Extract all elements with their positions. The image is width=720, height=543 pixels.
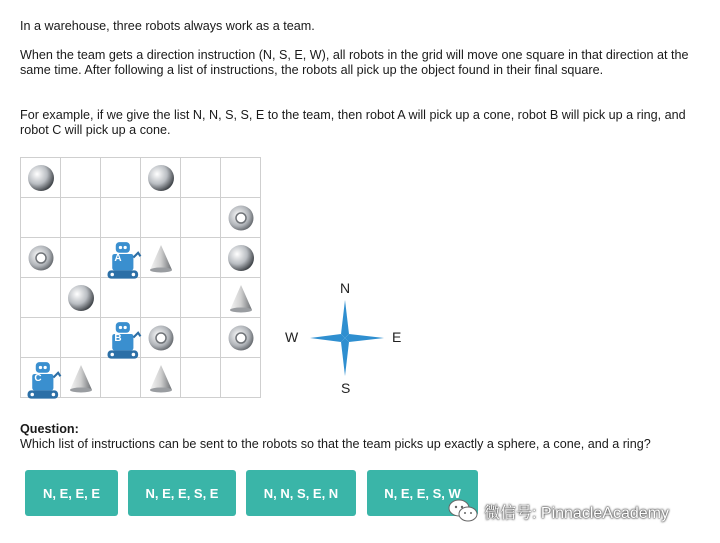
grid-cell — [181, 158, 221, 198]
grid-cell — [141, 198, 181, 238]
compass-south-label: S — [341, 380, 351, 396]
ring-icon — [221, 198, 261, 238]
robot-label: A — [114, 253, 122, 264]
grid-cell — [181, 318, 221, 358]
sphere-icon — [61, 278, 101, 318]
grid-cell — [221, 278, 261, 318]
intro-line-1: In a warehouse, three robots always work as a team. — [20, 19, 315, 33]
sphere-icon — [21, 158, 61, 198]
answer-option-2[interactable]: N, E, E, S, E — [128, 470, 236, 516]
compass-north-label: N — [340, 280, 351, 296]
grid-cell — [141, 158, 181, 198]
grid-cell — [101, 158, 141, 198]
grid-cell — [221, 318, 261, 358]
grid-cell — [101, 278, 141, 318]
grid-cell — [21, 278, 61, 318]
cone-icon — [221, 278, 261, 318]
watermark-text: 微信号: PinnacleAcademy — [484, 504, 669, 522]
robot-a-icon — [104, 241, 134, 275]
grid-cell — [141, 318, 181, 358]
sphere-icon — [221, 238, 261, 278]
grid-cell — [61, 158, 101, 198]
cone-icon — [61, 358, 101, 398]
robot-label: B — [114, 333, 122, 344]
grid-cell — [221, 198, 261, 238]
answer-option-3[interactable]: N, N, S, E, N — [246, 470, 356, 516]
grid-cell — [141, 278, 181, 318]
grid-cell — [141, 238, 181, 278]
sphere-icon — [141, 158, 181, 198]
grid-cell — [61, 198, 101, 238]
answer-option-1[interactable]: N, E, E, E — [25, 470, 118, 516]
ring-icon — [221, 318, 261, 358]
grid-cell — [21, 158, 61, 198]
grid-cell — [101, 238, 141, 278]
grid-cell — [21, 358, 61, 398]
answer-option-4[interactable]: N, E, E, S, W — [367, 470, 478, 516]
grid-cell — [21, 318, 61, 358]
grid-cell — [61, 318, 101, 358]
question-title: Question: — [20, 422, 79, 436]
robot-c-icon — [24, 361, 54, 395]
grid-cell — [141, 358, 181, 398]
compass-west-label: W — [285, 329, 299, 345]
grid-cell — [101, 198, 141, 238]
grid-cell — [101, 318, 141, 358]
cone-icon — [141, 238, 181, 278]
grid-cell — [101, 358, 141, 398]
question-text: Which list of instructions can be sent to the robots so that the team picks up exactly a sphere, a cone, and a ring? — [20, 437, 651, 451]
grid-cell — [221, 158, 261, 198]
cone-icon — [141, 358, 181, 398]
robot-b-icon — [104, 321, 134, 355]
warehouse-grid — [20, 157, 261, 398]
grid-cell — [221, 358, 261, 398]
grid-cell — [21, 198, 61, 238]
watermark — [448, 498, 669, 524]
compass-east-label: E — [392, 329, 402, 345]
ring-icon — [141, 318, 181, 358]
grid-cell — [181, 358, 221, 398]
grid-cell — [181, 238, 221, 278]
intro-example: For example, if we give the list N, N, S, S, E to the team, then robot A will pick up a cone, robot B will pick up a ring, and robot C will pick up a cone. — [20, 108, 686, 137]
ring-icon — [21, 238, 61, 278]
grid-cell — [61, 238, 101, 278]
intro-line-2: When the team gets a direction instruction (N, S, E, W), all robots in the grid will move one square in that direction at the same time. After following a list of instructions, the robots all pick up the object found in their final square. — [20, 48, 689, 77]
grid-cell — [181, 198, 221, 238]
grid-cell — [181, 278, 221, 318]
robot-label: C — [34, 373, 42, 384]
grid-cell — [221, 238, 261, 278]
compass — [280, 276, 410, 400]
grid-cell — [21, 238, 61, 278]
grid-cell — [61, 358, 101, 398]
grid-cell — [61, 278, 101, 318]
wechat-icon — [448, 498, 478, 524]
